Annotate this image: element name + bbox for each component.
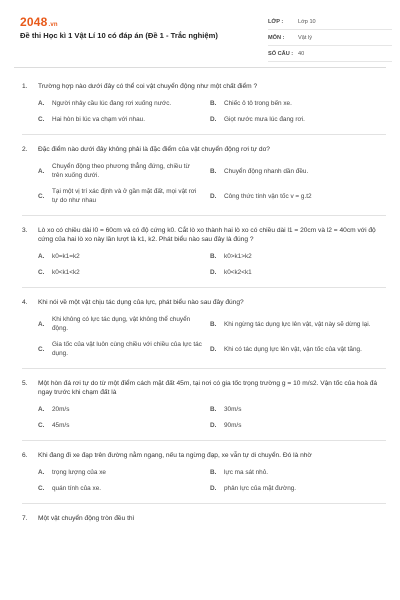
question-number: 5. bbox=[22, 380, 28, 387]
question-item bbox=[22, 451, 386, 493]
question-item bbox=[22, 379, 386, 430]
option-letter: C. bbox=[38, 192, 45, 200]
exam-header bbox=[14, 0, 386, 68]
question-stem bbox=[22, 298, 386, 307]
question-text: Đặc điểm nào dưới đây không phải là đặc điểm của vật chuyển động rơi tự do? bbox=[38, 146, 270, 153]
option-text: Chuyển động theo phương thẳng đứng, chiều từ trên xuống dưới. bbox=[52, 163, 190, 179]
question-number: 7. bbox=[22, 515, 28, 522]
option-text: trọng lượng của xe bbox=[52, 469, 106, 476]
option-text: 20m/s bbox=[52, 406, 70, 413]
answer-option[interactable] bbox=[38, 468, 210, 477]
question-divider bbox=[22, 503, 386, 504]
question-divider bbox=[22, 368, 386, 369]
option-letter: D. bbox=[210, 345, 217, 353]
option-text: Khi không có lực tác dụng, vật không thể chuyển động. bbox=[52, 316, 191, 332]
question-stem bbox=[22, 451, 386, 460]
option-letter: A. bbox=[38, 167, 45, 175]
option-text: Chiếc ô tô trong bến xe. bbox=[224, 100, 292, 107]
question-text: Khi đang đi xe đạp trên đường nằm ngang, nếu ta ngừng đạp, xe vẫn tự di chuyển. Đó là nhờ bbox=[38, 452, 312, 459]
option-text: 45m/s bbox=[52, 422, 70, 429]
question-item bbox=[22, 226, 386, 277]
meta-value: Lớp 10 bbox=[298, 18, 316, 25]
option-text: Tại một vị trí xác định và ở gần mặt đất, mọi vật rơi tự do như nhau bbox=[52, 188, 197, 204]
question-stem bbox=[22, 82, 386, 91]
option-letter: A. bbox=[38, 100, 45, 107]
meta-row-class bbox=[268, 14, 392, 30]
exam-title: Đề thi Học kì 1 Vật Lí 10 có đáp án (Đề 1 - Trắc nghiệm) bbox=[20, 31, 218, 40]
option-text: k0>k1>k2 bbox=[224, 253, 252, 260]
question-stem bbox=[22, 379, 386, 397]
option-letter: B. bbox=[210, 100, 217, 107]
site-logo[interactable]: 2048.vn bbox=[20, 15, 58, 29]
question-text: Khi nói về một vật chịu tác dụng của lực, phát biểu nào sau đây đúng? bbox=[38, 299, 244, 306]
meta-label: MÔN : bbox=[268, 34, 285, 41]
answer-option[interactable] bbox=[210, 315, 382, 333]
option-letter: A. bbox=[38, 320, 45, 328]
answer-option[interactable] bbox=[210, 252, 382, 261]
answer-options bbox=[38, 162, 386, 205]
answer-option[interactable] bbox=[38, 115, 210, 124]
option-text: k0=k1=k2 bbox=[52, 253, 80, 260]
answer-option[interactable] bbox=[38, 268, 210, 277]
question-text: Lò xo có chiều dài l0 = 60cm và có độ cứng k0. Cắt lò xo thành hai lò xo có chiều dài l1 = 20cm và l2 = 40cm với độ cứng của hai lò xo này lần lượt là k1, k2. Phát biểu nào sau đây là đúng ? bbox=[38, 227, 376, 243]
option-text: Công thức tính vận tốc v = g.t2 bbox=[224, 192, 312, 200]
meta-row-count bbox=[268, 46, 392, 62]
option-text: k0<k2<k1 bbox=[224, 269, 252, 276]
question-number: 4. bbox=[22, 299, 28, 306]
option-letter: B. bbox=[210, 469, 217, 476]
option-text: 90m/s bbox=[224, 422, 242, 429]
option-letter: C. bbox=[38, 116, 45, 123]
answer-option[interactable] bbox=[38, 99, 210, 108]
option-text: Giọt nước mưa lúc đang rơi. bbox=[224, 116, 305, 123]
option-letter: D. bbox=[210, 192, 217, 200]
question-item bbox=[22, 145, 386, 205]
option-letter: C. bbox=[38, 485, 45, 492]
answer-option[interactable] bbox=[38, 252, 210, 261]
question-item bbox=[22, 514, 386, 523]
answer-options bbox=[38, 99, 386, 124]
question-item bbox=[22, 298, 386, 358]
question-stem bbox=[22, 226, 386, 244]
answer-options bbox=[38, 315, 386, 358]
option-letter: D. bbox=[210, 269, 217, 276]
meta-row-subject bbox=[268, 30, 392, 46]
answer-option[interactable] bbox=[38, 405, 210, 414]
meta-label: LỚP : bbox=[268, 18, 284, 25]
question-text: Trường hợp nào dưới đây có thể coi vật chuyển động như một chất điểm ? bbox=[38, 83, 258, 90]
option-text: lực ma sát nhỏ. bbox=[224, 469, 269, 476]
question-divider bbox=[22, 134, 386, 135]
answer-option[interactable] bbox=[210, 99, 382, 108]
question-text: Một hòn đá rơi tự do từ một điểm cách mặt đất 45m, tại nơi có gia tốc trọng trường g = 10 m/s2. Vận tốc của hoà đá ngay trước khi chạm đất là bbox=[38, 380, 378, 396]
option-letter: A. bbox=[38, 469, 45, 476]
answer-option[interactable] bbox=[210, 484, 382, 493]
meta-label: SỐ CÂU : bbox=[268, 50, 294, 57]
question-number: 2. bbox=[22, 146, 28, 153]
answer-option[interactable] bbox=[210, 468, 382, 477]
question-text: Một vật chuyển động tròn đều thì bbox=[38, 515, 135, 522]
answer-option[interactable] bbox=[38, 187, 210, 205]
question-stem bbox=[22, 514, 386, 523]
option-letter: D. bbox=[210, 422, 217, 429]
question-divider bbox=[22, 287, 386, 288]
answer-option[interactable] bbox=[210, 340, 382, 358]
option-text: Gia tốc của vật luôn cùng chiều với chiều của lực tác dụng. bbox=[52, 341, 202, 357]
question-number: 1. bbox=[22, 83, 28, 90]
option-letter: A. bbox=[38, 253, 45, 260]
option-text: Khi ngừng tác dụng lực lên vật, vật này sẽ dừng lại. bbox=[224, 320, 371, 328]
question-list bbox=[14, 68, 386, 523]
question-number: 6. bbox=[22, 452, 28, 459]
option-letter: C. bbox=[38, 345, 45, 353]
option-letter: A. bbox=[38, 406, 45, 413]
option-text: Chuyển động nhanh dần đều. bbox=[224, 167, 309, 175]
option-text: Người nhảy cầu lúc đang rơi xuống nước. bbox=[52, 100, 172, 107]
answer-option[interactable] bbox=[210, 268, 382, 277]
answer-option[interactable] bbox=[38, 315, 210, 333]
option-letter: D. bbox=[210, 485, 217, 492]
meta-value: 40 bbox=[298, 50, 305, 57]
option-text: 30m/s bbox=[224, 406, 242, 413]
question-divider bbox=[22, 440, 386, 441]
option-letter: C. bbox=[38, 269, 45, 276]
option-letter: B. bbox=[210, 167, 217, 175]
answer-option[interactable] bbox=[210, 405, 382, 414]
option-letter: B. bbox=[210, 320, 217, 328]
option-letter: D. bbox=[210, 116, 217, 123]
answer-options bbox=[38, 468, 386, 493]
answer-option[interactable] bbox=[38, 340, 210, 358]
answer-option[interactable] bbox=[210, 421, 382, 430]
option-text: k0<k1<k2 bbox=[52, 269, 80, 276]
question-stem bbox=[22, 145, 386, 154]
answer-option[interactable] bbox=[210, 187, 382, 205]
exam-meta bbox=[268, 14, 392, 62]
answer-option[interactable] bbox=[38, 162, 210, 180]
option-text: quán tính của xe. bbox=[52, 485, 102, 492]
answer-option[interactable] bbox=[38, 484, 210, 493]
answer-options bbox=[38, 405, 386, 430]
question-divider bbox=[22, 215, 386, 216]
meta-value: Vật lý bbox=[298, 34, 312, 41]
option-text: Hai hòn bi lúc va chạm với nhau. bbox=[52, 116, 145, 123]
answer-option[interactable] bbox=[210, 162, 382, 180]
answer-option[interactable] bbox=[210, 115, 382, 124]
question-item bbox=[22, 82, 386, 124]
option-letter: B. bbox=[210, 253, 217, 260]
option-text: Khi có tác dụng lực lên vật, vận tốc của vật tăng. bbox=[224, 345, 362, 353]
answer-option[interactable] bbox=[38, 421, 210, 430]
option-text: phản lực của mặt đường. bbox=[224, 485, 297, 492]
answer-options bbox=[38, 252, 386, 277]
option-letter: B. bbox=[210, 406, 217, 413]
question-number: 3. bbox=[22, 227, 28, 234]
option-letter: C. bbox=[38, 422, 45, 429]
